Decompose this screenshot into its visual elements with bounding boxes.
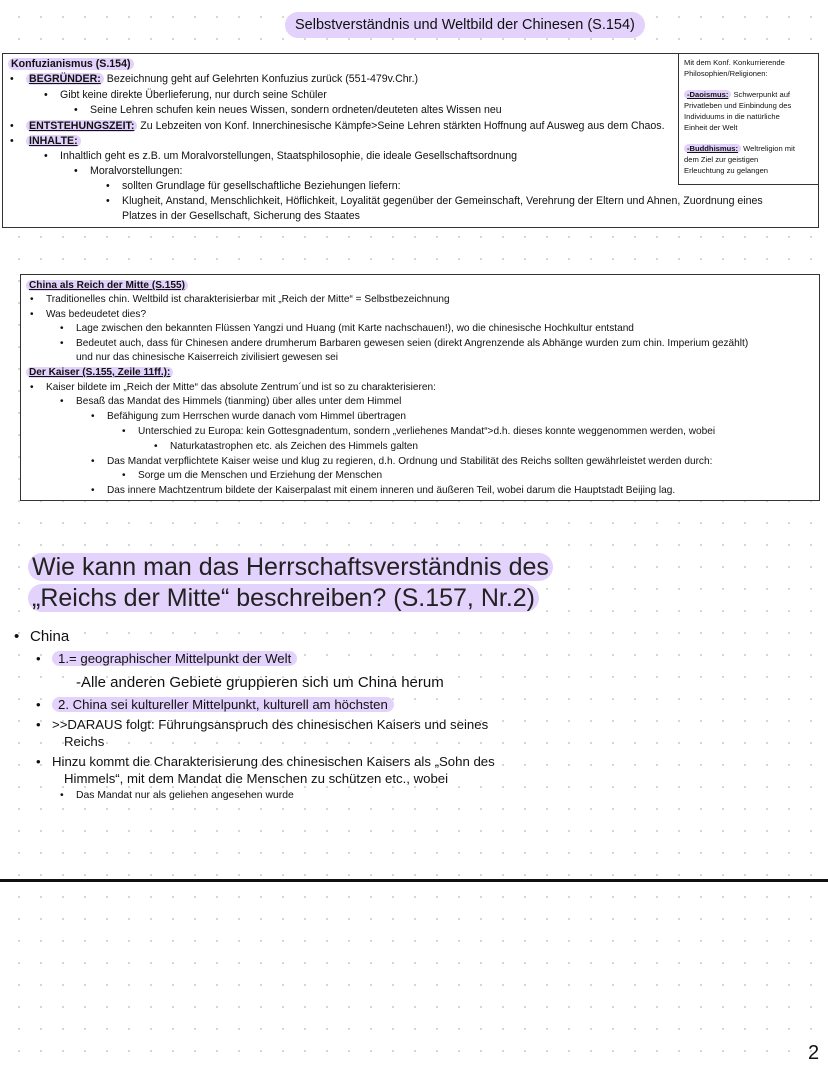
konfuzianismus-heading: Konfuzianismus (S.154) xyxy=(8,57,134,72)
reich-line-4: Bedeutet auch, dass für Chinesen andere drumherum Barbaren gewesen seien (direkt Angrenzende als Abhänge wurden zum chin. Imperium gezählt) xyxy=(76,338,749,349)
point-4: Hinzu kommt die Charakterisierung des chinesischen Kaisers als „Sohn des xyxy=(52,754,495,769)
point-3b: Reichs xyxy=(64,734,105,749)
entstehung-line: ENTSTEHUNGSZEIT: Zu Lebzeiten von Konf. Innerchinesische Kämpfe>Seine Lehren stärkten Hoffnung auf Ausweg aus dem Chaos. xyxy=(26,119,665,134)
moral-line: Moralvorstellungen: xyxy=(90,165,183,177)
point-1-sub: -Alle anderen Gebiete gruppieren sich um China herum xyxy=(76,674,444,691)
kaiser-line-3: Befähigung zum Herrschen wurde danach vom Himmel übertragen xyxy=(107,411,407,422)
konkurrierende-philosophien-box: Mit dem Konf. Konkurrierende Philosophien/Religionen: -Daoismus: Schwerpunkt auf Privatleben und Einbindung des Individuums in die natürliche Einheit der Welt -Buddhismus: Weltreligion mit dem Ziel zur geistigen Erleuchtung zu gelangen xyxy=(678,53,819,185)
buddhismus-label: -Buddhismus: xyxy=(684,144,741,153)
entstehung-label: ENTSTEHUNGSZEIT: xyxy=(26,120,137,132)
reich-line-1: Traditionelles chin. Weltbild ist charakterisierbar mit „Reich der Mitte“ = Selbstbezeichnung xyxy=(46,294,450,305)
reich-line-4b: und nur das chinesische Kaiserreich zivilisiert gewesen sei xyxy=(76,352,339,363)
kaiser-line-4: Unterschied zu Europa: kein Gottesgnadentum, sondern „verliehenes Mandat“>d.h. dieses konnte weggenommen werden, wobei xyxy=(138,426,716,437)
inhalte-line xyxy=(26,134,81,149)
lehren-line: Seine Lehren schufen kein neues Wissen, sondern ordneten/deuteten altes Wissen neu xyxy=(90,104,502,116)
tugenden-line: Klugheit, Anstand, Menschlichkeit, Höflichkeit, Loyalität gegenüber der Gemeinschaft, Verehrung der Eltern und Ahnen, Zuordnung eines xyxy=(122,195,763,207)
tugenden-line-2: Platzes in der Gesellschaft, Sicherung des Staates xyxy=(122,210,360,222)
inhalte-label: INHALTE: xyxy=(26,135,81,147)
point-5: Das Mandat nur als geliehen angesehen wurde xyxy=(76,790,294,801)
begruender-label: BEGRÜNDER: xyxy=(26,73,104,85)
kaiser-line-7: Sorge um die Menschen und Erziehung der Menschen xyxy=(138,470,383,481)
point-3: >>DARAUS folgt: Führungsanspruch des chinesischen Kaisers und seines xyxy=(52,717,489,732)
inhalt-line: Inhaltlich geht es z.B. um Moralvorstellungen, Staatsphilosophie, die ideale Gesellschaftsordnung xyxy=(60,150,517,162)
question-heading: Wie kann man das Herrschaftsverständnis des „Reichs der Mitte“ beschreiben? (S.157, Nr.2) xyxy=(28,552,553,614)
reich-heading: China als Reich der Mitte (S.155) xyxy=(26,279,188,294)
kaiser-line-6: Das Mandat verpflichtete Kaiser weise und klug zu regieren, d.h. Ordnung und Stabilität des Reichs sollten gewährleistet werden durch: xyxy=(107,456,713,467)
kaiser-line-1: Kaiser bildete im „Reich der Mitte“ das absolute Zentrum´und ist so zu charakterisieren: xyxy=(46,382,436,393)
page-title: Selbstverständnis und Weltbild der Chinesen (S.154) xyxy=(285,12,645,38)
point-4b: Himmels“, mit dem Mandat die Menschen zu schützen etc., wobei xyxy=(64,771,449,786)
point-1: 1.= geographischer Mittelpunkt der Welt xyxy=(64,650,297,667)
point-2: 2. China sei kultureller Mittelpunkt, kulturell am höchsten xyxy=(64,696,394,713)
reich-line-2: Was bedeudetet dies? xyxy=(46,309,147,320)
section-divider xyxy=(0,879,828,882)
daoismus-label: -Daoismus: xyxy=(684,90,731,99)
kaiser-line-5: Naturkatastrophen etc. als Zeichen des Himmels galten xyxy=(170,441,418,452)
kaiser-line-8: Das innere Machtzentrum bildete der Kaiserpalast mit einem inneren und äußeren Teil, wobei darum die Hauptstadt Beijing lag. xyxy=(107,485,676,496)
kaiser-line-2: Besaß das Mandat des Himmels (tianming) über alles unter dem Himmel xyxy=(76,396,402,407)
ueberlieferung-line: Gibt keine direkte Überlieferung, nur durch seine Schüler xyxy=(60,89,327,101)
page-number: 2 xyxy=(808,1042,820,1064)
kaiser-heading: Der Kaiser (S.155, Zeile 11ff.): xyxy=(26,366,173,381)
grundlage-line: sollten Grundlage für gesellschaftliche Beziehungen liefern: xyxy=(122,180,401,192)
begruender-line: BEGRÜNDER: Bezeichnung geht auf Gelehrten Konfuzius zurück (551-479v.Chr.) xyxy=(26,72,418,87)
china-bullet: China xyxy=(30,628,70,645)
reich-line-3: Lage zwischen den bekannten Flüssen Yangzi und Huang (mit Karte nachschauen!), wo die chinesische Hochkultur entstand xyxy=(76,323,634,334)
